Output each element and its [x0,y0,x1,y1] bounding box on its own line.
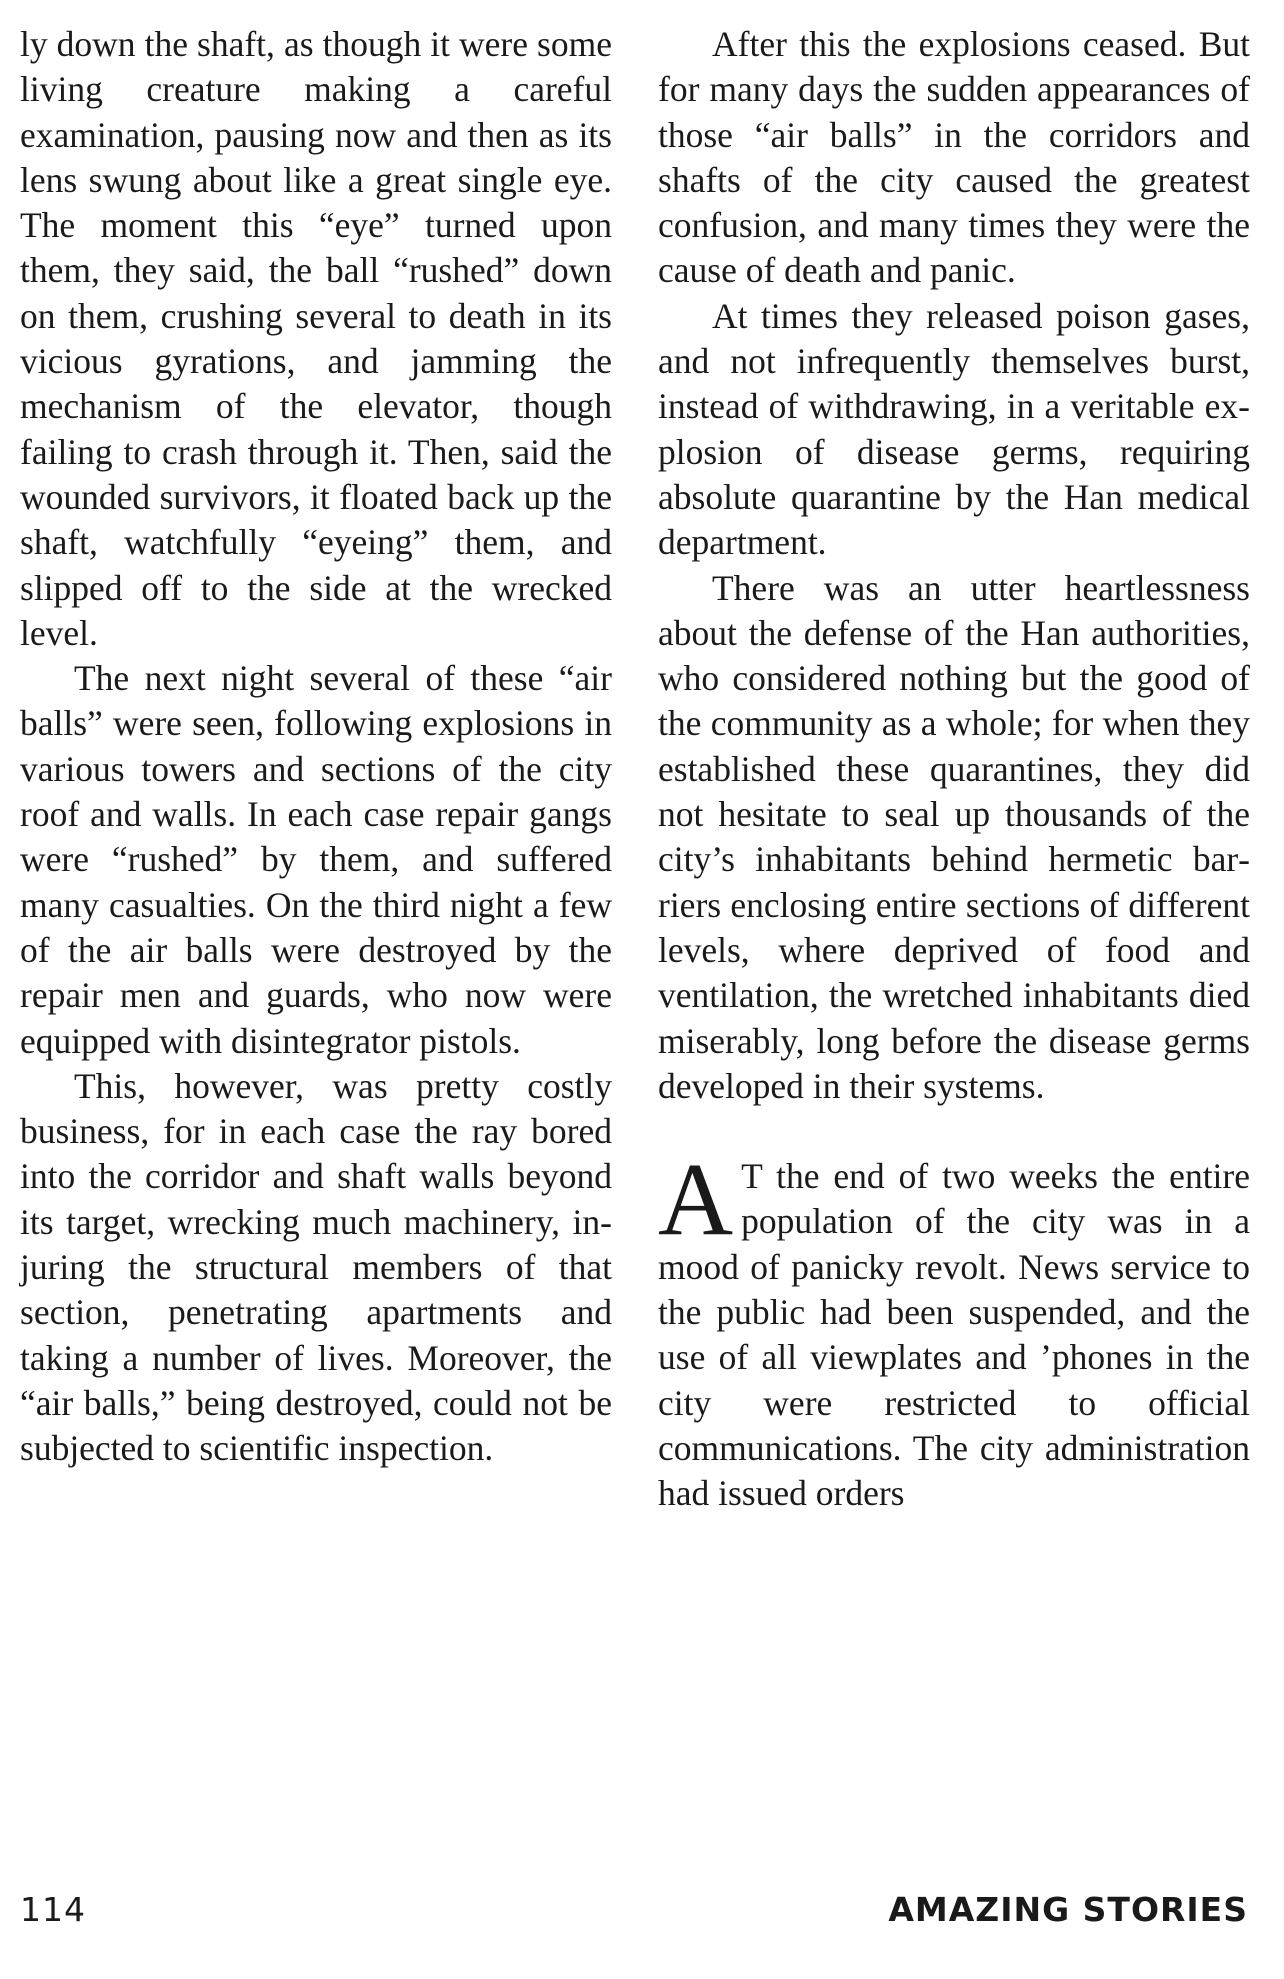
paragraph-text: T the end of two weeks the entire population of the city was in a mood of panicky revolt. News service to the public had been suspended, and the use of all viewplates and ’phones in the city were restricted to official communications. The city administration had issued orders [658,1156,1250,1514]
paragraph: At times they released poison gases, and not infrequently themselves burst, instead of withdrawing, in a veritable explosion of disease germs, requiring absolute quarantine by the Han medical department. [658,295,1250,563]
paragraph: There was an utter heartlessness about the defense of the Han authorities, who considered nothing but the good of the community as a whole; for when they established these quarantines, they did not hesitate to seal up thousands of the city’s inhabitants behind hermetic barriers enclosing entire sections of different levels, where deprived of food and ventilation, the wretched inhabitants died miserably, long before the disease germs developed in their systems. [658,567,1250,1106]
section-opening-paragraph [658,1142,1250,1516]
drop-cap: A [658,1142,734,1258]
paragraph: This, however, was pretty costly business, for in each case the ray bored into the corridor and shaft walls beyond its target, wrecking much machinery, injuring the structural members of that section, penetrating apartments and taking a number of lives. Moreover, the “air balls,” being destroyed, could not be subjected to scientific inspection. [20,1065,612,1469]
paragraph: ly down the shaft, as though it were some living creature making a careful examination, pausing now and then as its lens swung about like a great single eye. The moment this “eye” turned upon them, they said, the ball “rushed” down on them, crushing several to death in its vicious gyrations, and jamming the mechanism of the elevator, though failing to crash through it. Then, said the wounded survivors, it floated back up the shaft, watchfully “eyeing” them, and slipped off to the side at the wrecked level. [20,24,612,653]
page-number: 114 [20,1890,86,1929]
left-column [20,22,612,1472]
right-column [658,22,1250,1517]
paragraph: After this the explosions ceased. But for many days the sudden appearances of those “air balls” in the corridors and shafts of the city caused the greatest confusion, and many times they were the cause of death and panic. [658,24,1250,291]
paragraph: The next night several of these “air balls” were seen, following explosions in various towers and sections of the city roof and walls. In each case repair gangs were “rushed” by them, and suffered many casualties. On the third night a few of the air balls were destroyed by the repair men and guards, who now were equipped with disintegrator pistols. [20,658,612,1061]
magazine-title: AMAZING STORIES [888,1890,1248,1929]
